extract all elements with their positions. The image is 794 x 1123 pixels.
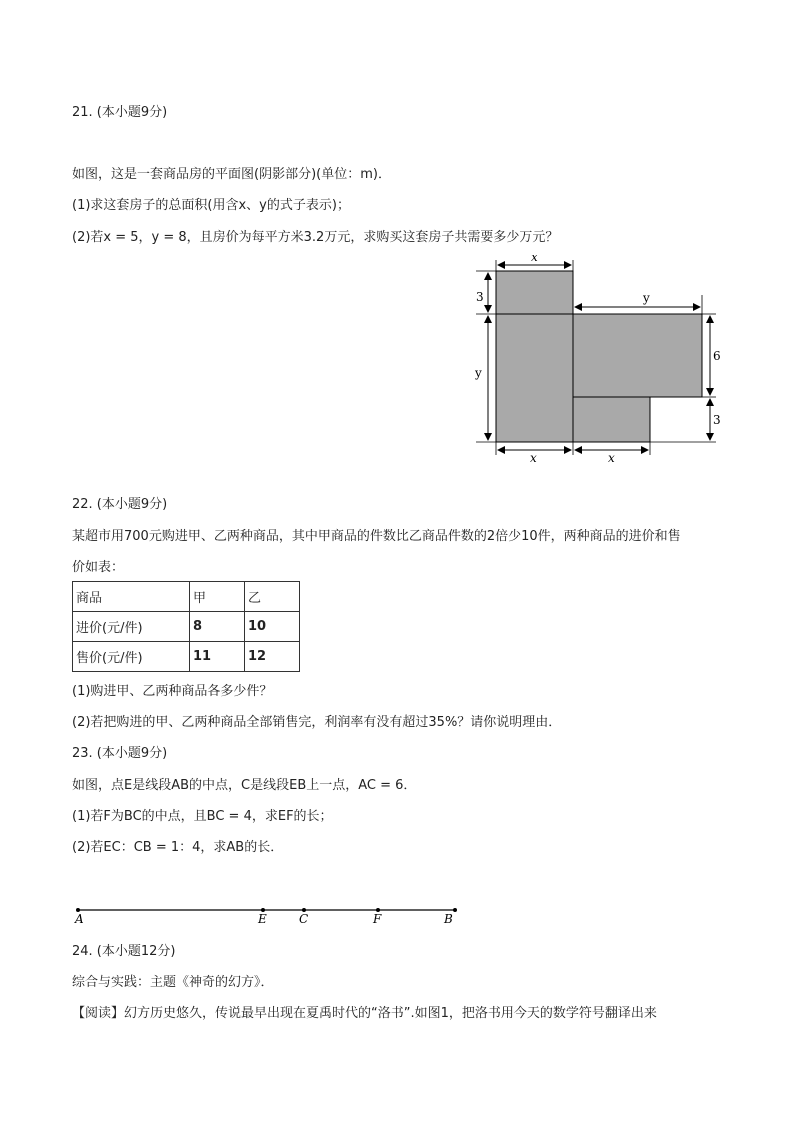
q22-part2: (2)若把购进的甲、乙两种商品全部销售完，利润率有没有超过35%？请你说明理由． (72, 715, 562, 730)
q21-part2: (2)若x = 5，y = 8，且房价为每平方米3.2万元，求购买这套房子共需要多少万元？ (72, 230, 559, 245)
table-cell: 8 (190, 612, 245, 642)
table-header-row (73, 582, 300, 612)
label-y-left: y (475, 366, 482, 380)
label-a: A (75, 912, 84, 926)
room-main-left (496, 314, 573, 442)
room-right-upper (573, 314, 702, 397)
label-y-top: y (643, 291, 650, 305)
table-cell: 售价(元/件) (73, 642, 190, 672)
q24-intro: 综合与实践：主题《神奇的幻方》． (72, 975, 274, 990)
label-f: F (373, 912, 382, 926)
q21-part1: (1)求这套房子的总面积(用含x、y的式子表示)； (72, 198, 350, 213)
label-6: 6 (713, 349, 721, 363)
label-3-left: 3 (476, 290, 484, 304)
table-cell: 进价(元/件) (73, 612, 190, 642)
label-e: E (258, 912, 267, 926)
q23-intro: 如图，点E是线段AB的中点，C是线段EB上一点，AC = 6． (72, 778, 417, 793)
table-cell: 商品 (73, 582, 190, 612)
q21-intro: 如图，这是一套商品房的平面图(阴影部分)(单位：m)． (72, 167, 391, 182)
table-cell: 11 (190, 642, 245, 672)
q23-part1: (1)若F为BC的中点，且BC = 4，求EF的长； (72, 809, 333, 824)
room-right-lower (573, 397, 650, 442)
q22-intro-line2: 价如表： (72, 560, 125, 575)
q22-intro-line1: 某超市用700元购进甲、乙两种商品，其中甲商品的件数比乙商品件数的2倍少10件，两种商品的进价和售 (72, 529, 681, 544)
q24-read: 【阅读】幻方历史悠久，传说最早出现在夏禹时代的“洛书”.如图1，把洛书用今天的数学符号翻译出来 (72, 1006, 657, 1021)
q22-header: 22. (本小题9分) (72, 497, 168, 512)
q23-part2: (2)若EC：CB = 1：4，求AB的长． (72, 840, 284, 855)
table-cell: 12 (245, 642, 300, 672)
point-b (453, 908, 457, 912)
label-c: C (299, 912, 309, 926)
table-cell: 10 (245, 612, 300, 642)
label-3-right: 3 (713, 413, 721, 427)
table-row (73, 612, 300, 642)
q21-header: 21. (本小题9分) (72, 105, 168, 120)
q23-header: 23. (本小题9分) (72, 746, 168, 761)
price-table (72, 581, 300, 672)
label-bottom-x1: x (530, 451, 537, 465)
floor-plan-figure (468, 255, 728, 465)
table-cell: 甲 (190, 582, 245, 612)
label-bottom-x2: x (608, 451, 615, 465)
q22-part1: (1)购进甲、乙两种商品各多少件？ (72, 684, 273, 699)
table-cell: 乙 (245, 582, 300, 612)
label-b: B (444, 912, 453, 926)
segment-figure (70, 900, 470, 930)
room-top-left (496, 271, 573, 314)
label-top-x: x (531, 255, 538, 264)
q24-header: 24. (本小题12分) (72, 944, 176, 959)
table-row (73, 642, 300, 672)
